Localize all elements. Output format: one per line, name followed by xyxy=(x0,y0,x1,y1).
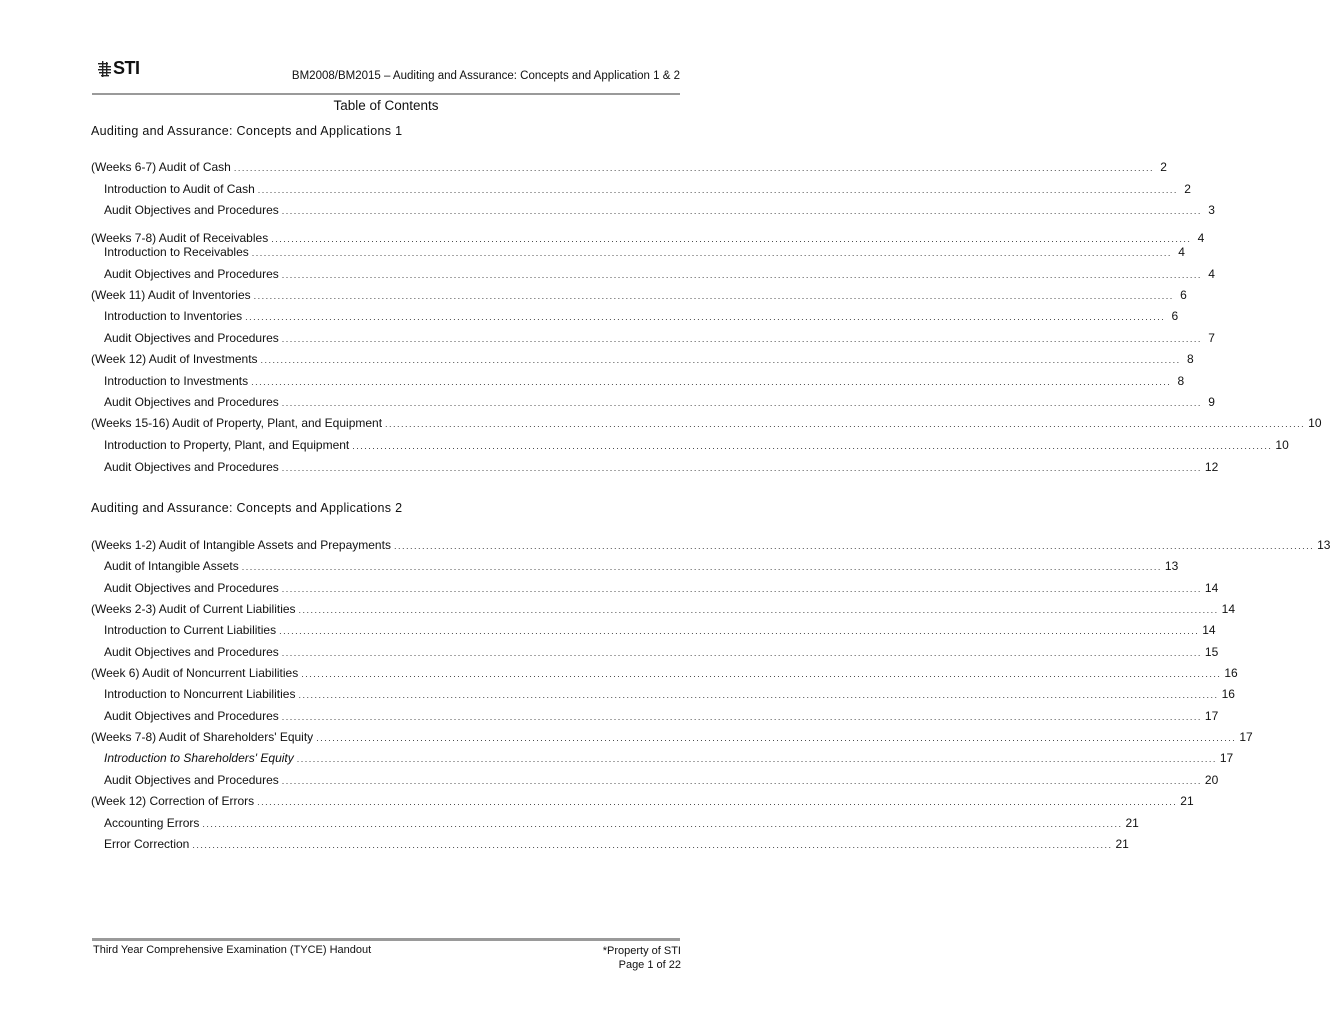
toc-entry[interactable]: Accounting Errors ...................................................................................................................................................................................................................................... 21 xyxy=(104,816,1139,830)
footer-divider xyxy=(92,938,680,941)
toc-entry[interactable]: Audit Objectives and Procedures ...................................................................................................................................................................................................................................... 7 xyxy=(104,331,1215,345)
toc-entry[interactable]: Introduction to Inventories ...................................................................................................................................................................................................................................... 6 xyxy=(104,309,1179,323)
toc-entry[interactable]: Audit Objectives and Procedures ...................................................................................................................................................................................................................................... 15 xyxy=(104,645,1219,659)
logo-text: STI xyxy=(113,58,140,78)
sti-logo xyxy=(98,58,140,79)
toc-entry[interactable]: Audit Objectives and Procedures ...................................................................................................................................................................................................................................... 4 xyxy=(104,267,1215,281)
toc-entry[interactable]: (Weeks 2-3) Audit of Current Liabilities ...................................................................................................................................................................................................................................... 14 xyxy=(91,602,1236,616)
toc-entry[interactable]: Audit Objectives and Procedures ...................................................................................................................................................................................................................................... 9 xyxy=(104,395,1215,409)
toc-entry[interactable]: (Weeks 1-2) Audit of Intangible Assets and Prepayments ...................................................................................................................................................................................................................................... 13 xyxy=(91,538,1330,552)
toc-entry[interactable]: (Week 6) Audit of Noncurrent Liabilities ...................................................................................................................................................................................................................................... 16 xyxy=(91,666,1238,680)
toc-entry[interactable]: Introduction to Noncurrent Liabilities ...................................................................................................................................................................................................................................... 16 xyxy=(104,687,1235,701)
section-title-2: Auditing and Assurance: Concepts and Applications 2 xyxy=(91,501,403,515)
footer-property: *Property of STI xyxy=(602,945,681,957)
toc-entry[interactable]: (Weeks 7-8) Audit of Receivables ...................................................................................................................................................................................................................................... 4 xyxy=(91,231,1205,245)
toc-entry[interactable]: Audit Objectives and Procedures ...................................................................................................................................................................................................................................... 17 xyxy=(104,709,1219,723)
section-title-1: Auditing and Assurance: Concepts and Applications 1 xyxy=(91,124,403,138)
toc-entry[interactable]: Audit Objectives and Procedures ...................................................................................................................................................................................................................................... 20 xyxy=(104,773,1219,787)
toc-entry[interactable]: Introduction to Investments ...................................................................................................................................................................................................................................... 8 xyxy=(104,374,1185,388)
header-divider xyxy=(92,93,680,95)
sti-globe-icon xyxy=(98,61,112,77)
course-code: BM2008/BM2015 – Auditing and Assurance: Concepts and Application 1 & 2 xyxy=(291,70,680,82)
toc-entry[interactable]: (Week 12) Audit of Investments ...................................................................................................................................................................................................................................... 8 xyxy=(91,352,1194,366)
toc-entry[interactable]: Audit of Intangible Assets ...................................................................................................................................................................................................................................... 13 xyxy=(104,559,1179,573)
toc-entry[interactable]: Audit Objectives and Procedures ...................................................................................................................................................................................................................................... 3 xyxy=(104,203,1215,217)
toc-entry[interactable]: Introduction to Receivables ...................................................................................................................................................................................................................................... 4 xyxy=(104,245,1185,259)
toc-entry[interactable]: Introduction to Audit of Cash ...................................................................................................................................................................................................................................... 2 xyxy=(104,182,1191,196)
page-title: Table of Contents xyxy=(333,98,439,113)
toc-entry[interactable]: (Weeks 15-16) Audit of Property, Plant, and Equipment ...................................................................................................................................................................................................................................... 10 xyxy=(91,416,1322,430)
toc-entry[interactable]: (Week 12) Correction of Errors ...................................................................................................................................................................................................................................... 21 xyxy=(91,794,1194,808)
toc-entry[interactable]: Audit Objectives and Procedures ...................................................................................................................................................................................................................................... 14 xyxy=(104,581,1219,595)
toc-entry[interactable]: Introduction to Current Liabilities ...................................................................................................................................................................................................................................... 14 xyxy=(104,623,1216,637)
toc-entry[interactable]: Audit Objectives and Procedures ...................................................................................................................................................................................................................................... 12 xyxy=(104,460,1219,474)
toc-entry[interactable]: Introduction to Property, Plant, and Equipment ...................................................................................................................................................................................................................................... 10 xyxy=(104,438,1289,452)
toc-entry[interactable]: Error Correction ...................................................................................................................................................................................................................................... 21 xyxy=(104,837,1129,851)
page-header xyxy=(92,56,680,96)
toc-entry[interactable]: (Week 11) Audit of Inventories ...................................................................................................................................................................................................................................... 6 xyxy=(91,288,1187,302)
footer-page-number: Page 1 of 22 xyxy=(618,959,681,971)
toc-entry[interactable]: (Weeks 6-7) Audit of Cash ...................................................................................................................................................................................................................................... 2 xyxy=(91,160,1167,174)
toc-entry[interactable]: Introduction to Shareholders' Equity ...................................................................................................................................................................................................................................... 17 xyxy=(104,751,1234,765)
footer-handout-title: Third Year Comprehensive Examination (TYCE) Handout xyxy=(93,944,372,956)
footer-page-info xyxy=(603,944,681,972)
toc-entry[interactable]: (Weeks 7-8) Audit of Shareholders' Equity ...................................................................................................................................................................................................................................... 17 xyxy=(91,730,1253,744)
